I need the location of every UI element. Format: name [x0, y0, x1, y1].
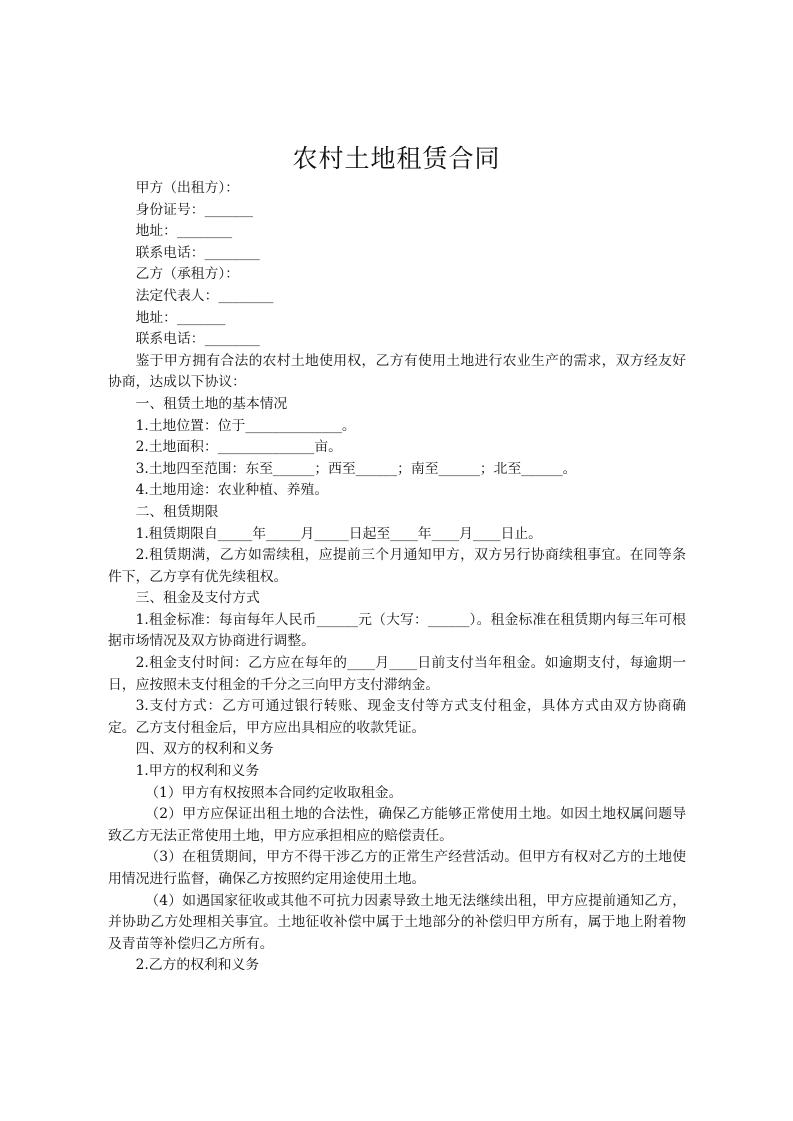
section-heading: 二、租赁期限 [135, 503, 219, 520]
clause-paragraph: 1.土地位置：位于______________。 [135, 417, 356, 434]
section-heading: 三、租金及支付方式 [135, 590, 260, 607]
lessor-label: 甲方（出租方）： [135, 180, 240, 196]
sub-clause-paragraph: （2）甲方应保证出租土地的合法性，确保乙方能够正常使用土地。如因土地权属问题导致乙方无法正常使用土地，甲方应承担相应的赔偿责任。 [108, 806, 686, 844]
clause-paragraph: 2.土地面积：______________亩。 [135, 439, 342, 456]
lessor-phone: 联系电话：________ [135, 244, 260, 261]
lessee-phone: 联系电话：________ [135, 331, 260, 348]
clause-paragraph: 1.租金标准：每亩每年人民币______元（大写：______）。租金标准在租赁期内每三年可根据市场情况及双方协商进行调整。 [108, 611, 686, 650]
section-heading: 四、双方的权利和义务 [135, 741, 274, 758]
lessee-label: 乙方（承租方）： [135, 266, 240, 283]
clause-paragraph: 3.土地四至范围：东至______；西至______；南至______；北至______。 [135, 460, 577, 477]
clause-paragraph: 2.租赁期满，乙方如需续租，应提前三个月通知甲方，双方另行协商续租事宜。在同等条件下，乙方享有优先续租权。 [108, 547, 686, 585]
clause-paragraph: 1.租赁期限自_____年_____月_____日起至____年____月____日止。 [135, 525, 542, 542]
section-heading: 一、租赁土地的基本情况 [135, 395, 288, 412]
sub-clause-paragraph: （3）在租赁期间，甲方不得干涉乙方的正常生产经营活动。但甲方有权对乙方的土地使用情况进行监督，确保乙方按照约定用途使用土地。 [108, 849, 686, 887]
clause-paragraph: 3.支付方式：乙方可通过银行转账、现金支付等方式支付租金，具体方式由双方协商确定。乙方支付租金后，甲方应出具相应的收款凭证。 [108, 698, 686, 736]
lessor-address: 地址：________ [135, 223, 233, 240]
sub-clause-paragraph: （1）甲方有权按照本合同约定收取租金。 [145, 784, 403, 801]
subsection-heading: 1.甲方的权利和义务 [135, 763, 260, 780]
preamble-paragraph: 鉴于甲方拥有合法的农村土地使用权，乙方有使用土地进行农业生产的需求，双方经友好协商，达成以下协议： [108, 352, 686, 391]
contract-body [108, 178, 686, 977]
lessee-address: 地址：_______ [135, 309, 226, 326]
sub-clause-paragraph: （4）如遇国家征收或其他不可抗力因素导致土地无法继续出租，甲方应提前通知乙方，并协助乙方处理相关事宜。土地征收补偿中属于土地部分的补偿归甲方所有，属于地上附着物及青苗等补偿归乙方所有。 [108, 892, 686, 952]
page-title: 农村土地租赁合同 [292, 144, 501, 173]
lessor-id-number: 身份证号：_______ [135, 201, 253, 218]
lessee-legal-representative: 法定代表人：________ [135, 287, 274, 304]
subsection-heading: 2.乙方的权利和义务 [135, 957, 260, 974]
clause-paragraph: 2.租金支付时间：乙方应在每年的____月____日前支付当年租金。如逾期支付，每逾期一日，应按照未支付租金的千分之三向甲方支付滞纳金。 [108, 655, 686, 693]
clause-paragraph: 4.土地用途：农业种植、养殖。 [135, 482, 329, 499]
